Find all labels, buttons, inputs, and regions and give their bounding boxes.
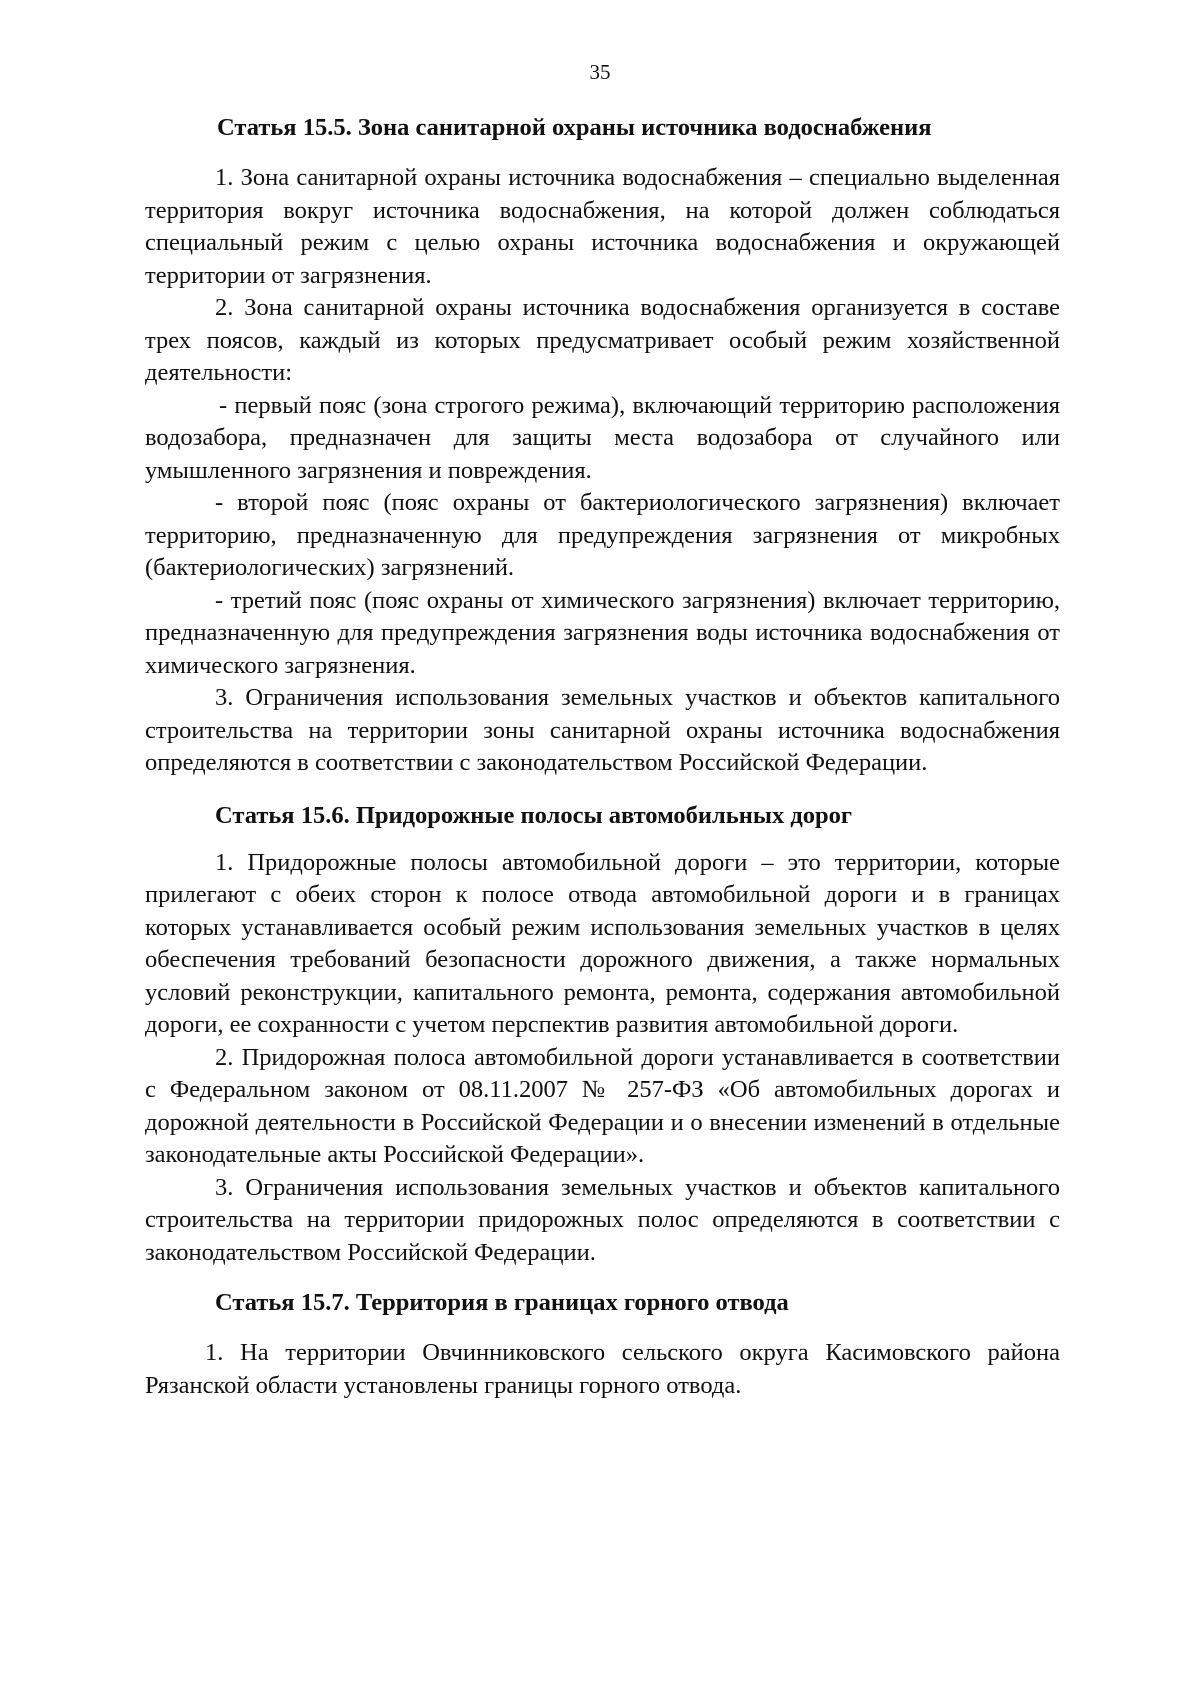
article-heading: Статья 15.6. Придорожные полосы автомобильных дорог (215, 801, 853, 829)
paragraph: - третий пояс (пояс охраны от химического загрязнения) включает территорию, предназначенную для предупреждения загрязнения воды источника водоснабжения от химического загрязнения. (145, 586, 1060, 679)
paragraph: - первый пояс (зона строгого режима), включающий территорию расположения водозабора, предназначен для защиты места водозабора от случайного или умышленного загрязнения и повреждения. (145, 391, 1060, 484)
paragraph: 1. Придорожные полосы автомобильной дороги – это территории, которые прилегают с обеих сторон к полосе отвода автомобильной дороги и в границах которых устанавливается особый режим использования земельных участков в целях обеспечения требований безопасности дорожного движения, а также нормальных условий реконструкции, капитального ремонта, ремонта, содержания автомобильной дороги, ее сохранности с учетом перспектив развития автомобильной дороги. (145, 848, 1060, 1038)
paragraph: 3. Ограничения использования земельных участков и объектов капитального строительства на территории зоны санитарной охраны источника водоснабжения определяются в соответствии с законодательством Российской Федерации. (145, 684, 1060, 776)
paragraph: - второй пояс (пояс охраны от бактериологического загрязнения) включает территорию, предназначенную для предупреждения загрязнения от микробных (бактериологических) загрязнений. (145, 489, 1060, 581)
article-body (145, 847, 1060, 1270)
paragraph: 2. Придорожная полоса автомобильной дороги устанавливается в соответствии с Федеральном законом от 08.11.2007 № 257-ФЗ «Об автомобильных дорогах и дорожной деятельности в Российской Федерации и о внесении изменений в отдельные законодательные акты Российской Федерации». (145, 1043, 1060, 1168)
article-heading: Статья 15.5. Зона санитарной охраны источника водоснабжения (217, 114, 932, 141)
paragraph: 1. Зона санитарной охраны источника водоснабжения – специально выделенная территория вокруг источника водоснабжения, на которой должен соблюдаться специальный режим с целью охраны источника водоснабжения и окружающей территории от загрязнения. (145, 164, 1060, 289)
article-body (145, 1337, 1060, 1402)
document-body (145, 112, 1060, 1402)
paragraph: 2. Зона санитарной охраны источника водоснабжения организуется в составе трех поясов, каждый из которых предусматривает особый режим хозяйственной деятельности: (145, 294, 1060, 386)
article-heading: Статья 15.7. Территория в границах горного отвода (215, 1289, 789, 1316)
paragraph: 1. На территории Овчинниковского сельского округа Касимовского района Рязанской области установлены границы горного отвода. (145, 1339, 1060, 1399)
page-number: 35 (589, 60, 611, 84)
paragraph: 3. Ограничения использования земельных участков и объектов капитального строительства на территории придорожных полос определяются в соответствии с законодательством Российской Федерации. (145, 1173, 1060, 1266)
article-body (145, 162, 1060, 780)
